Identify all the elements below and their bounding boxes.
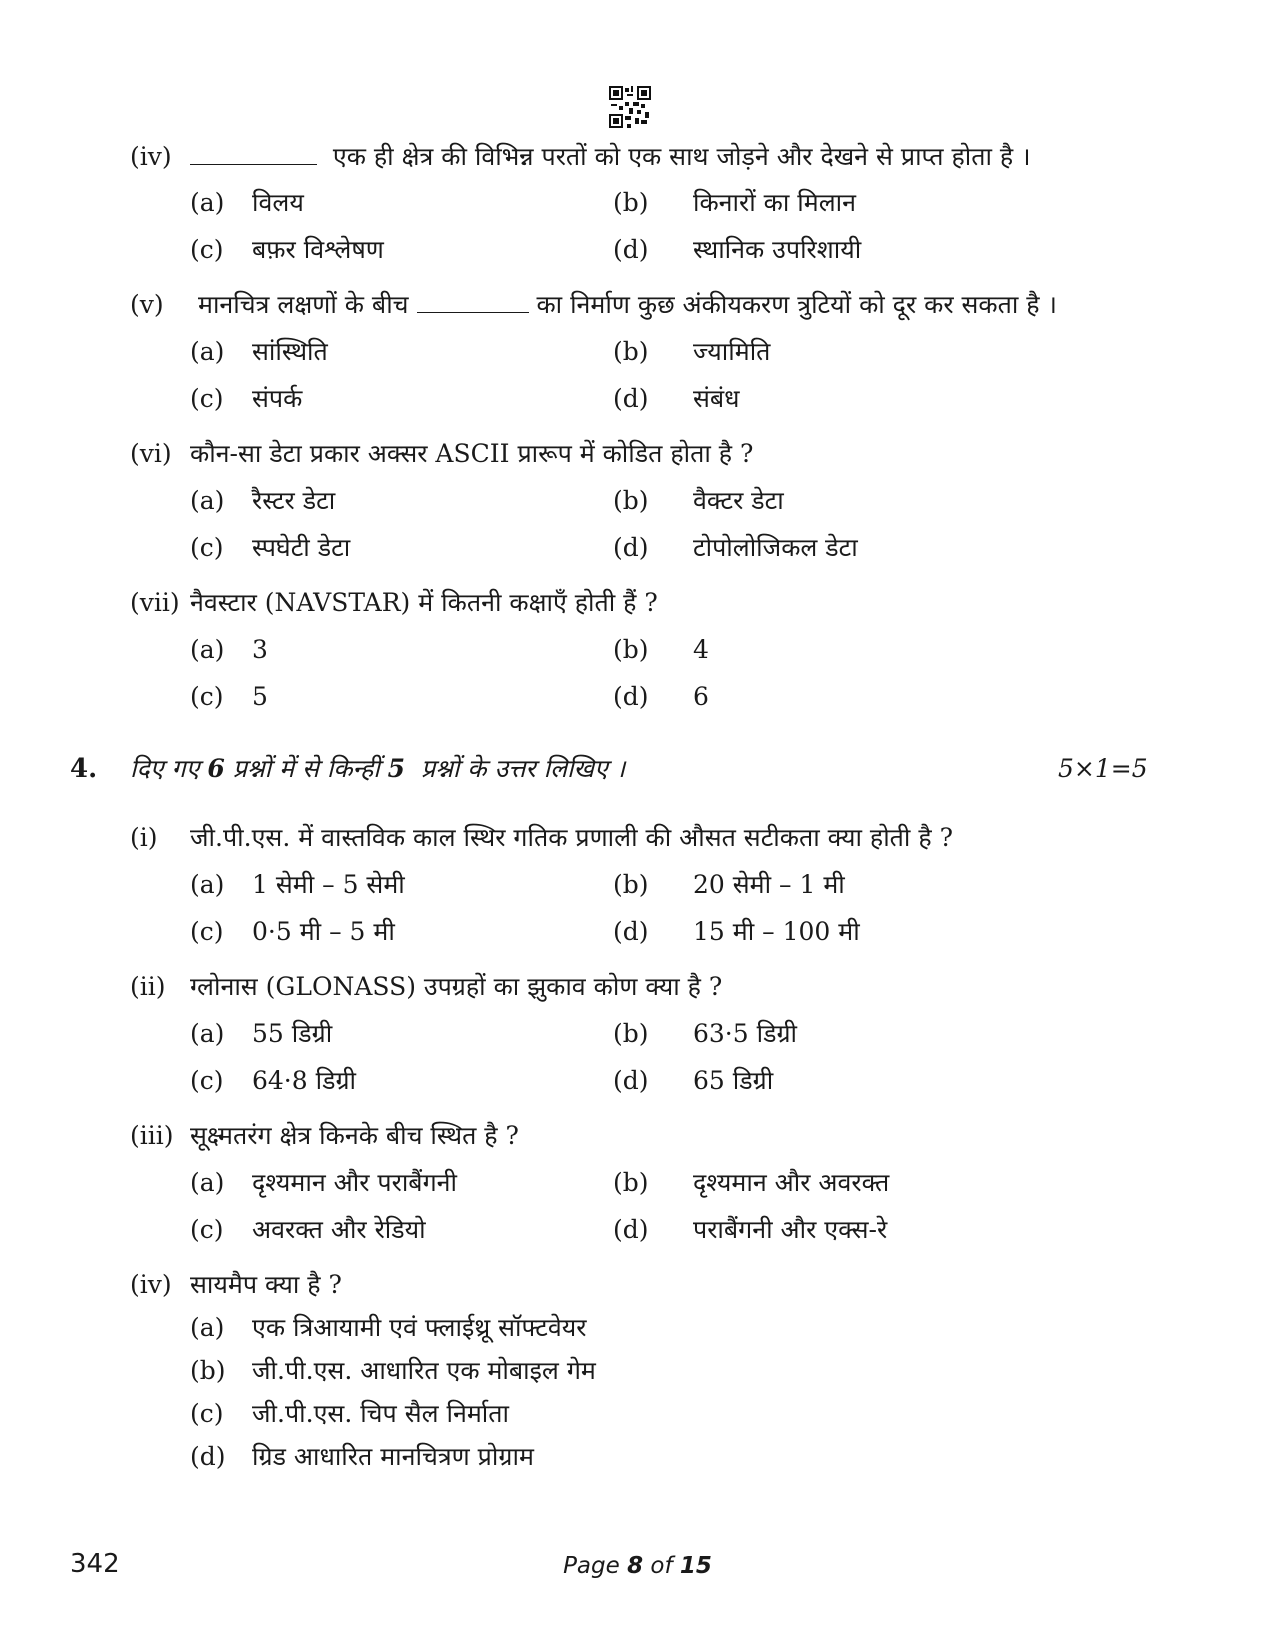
- option-text: 64·8 डिग्री: [252, 1066, 357, 1095]
- option-label: (b): [613, 635, 649, 664]
- option-label: (b): [613, 337, 649, 366]
- option-text: संबंध: [693, 384, 740, 413]
- option-text: 3: [252, 635, 268, 664]
- page-indicator: Page 8 of 15: [563, 1553, 712, 1579]
- option-label: (b): [613, 188, 649, 217]
- option-label: (a): [190, 1313, 225, 1342]
- option-text: ग्रिड आधारित मानचित्रण प्रोग्राम: [252, 1442, 534, 1471]
- section-marks: 5×1=5: [1058, 754, 1148, 783]
- option-label: (b): [190, 1356, 226, 1385]
- option-text: 20 सेमी – 1 मी: [693, 870, 845, 899]
- question-number: (vii): [130, 588, 180, 617]
- option-label: (a): [190, 486, 225, 515]
- option-text: 1 सेमी – 5 सेमी: [252, 870, 405, 899]
- option-text: 63·5 डिग्री: [693, 1019, 798, 1048]
- paper-code: 342: [70, 1549, 120, 1579]
- option-label: (c): [190, 384, 224, 413]
- option-label: (d): [190, 1442, 226, 1471]
- option-text: वैक्टर डेटा: [693, 486, 784, 515]
- option-label: (a): [190, 1168, 225, 1197]
- option-label: (a): [190, 188, 225, 217]
- option-text: संपर्क: [252, 384, 303, 413]
- question-text: नैवस्टार (NAVSTAR) में कितनी कक्षाएँ होती हैं ?: [190, 588, 658, 617]
- option-text: 6: [693, 682, 709, 711]
- option-text: 0·5 मी – 5 मी: [252, 917, 395, 946]
- option-label: (c): [190, 533, 224, 562]
- section-number: 4.: [70, 754, 98, 784]
- option-label: (b): [613, 1019, 649, 1048]
- section-instruction: दिए गए 6 प्रश्नों में से किन्हीं 5 प्रश्नों के उत्तर लिखिए ।: [130, 754, 626, 783]
- question-number: (ii): [130, 972, 166, 1001]
- option-label: (d): [613, 1215, 649, 1244]
- option-text: अवरक्त और रेडियो: [252, 1215, 426, 1244]
- option-label: (d): [613, 384, 649, 413]
- question-number: (vi): [130, 439, 172, 468]
- option-text: 55 डिग्री: [252, 1019, 333, 1048]
- question-number: (iii): [130, 1121, 174, 1150]
- option-text: सांस्थिति: [252, 337, 328, 366]
- option-label: (c): [190, 235, 224, 264]
- option-label: (a): [190, 635, 225, 664]
- question-number: (iv): [130, 142, 172, 171]
- option-text: जी.पी.एस. चिप सैल निर्माता: [252, 1399, 510, 1428]
- question-text: एक ही क्षेत्र की विभिन्न परतों को एक साथ जोड़ने और देखने से प्राप्त होता है ।: [190, 141, 1031, 173]
- option-text: 65 डिग्री: [693, 1066, 774, 1095]
- option-text: एक त्रिआयामी एवं फ्लाईथ्रू सॉफ्टवेयर: [252, 1313, 587, 1342]
- option-label: (c): [190, 1215, 224, 1244]
- option-label: (b): [613, 870, 649, 899]
- option-text: टोपोलोजिकल डेटा: [693, 533, 858, 562]
- question-text: ग्लोनास (GLONASS) उपग्रहों का झुकाव कोण क्या है ?: [190, 972, 723, 1001]
- option-text: दृश्यमान और अवरक्त: [693, 1168, 890, 1197]
- answer-blank: [417, 290, 529, 313]
- option-label: (a): [190, 1019, 225, 1048]
- option-text: 4: [693, 635, 709, 664]
- option-text: विलय: [252, 188, 304, 217]
- option-label: (b): [613, 1168, 649, 1197]
- option-text: स्थानिक उपरिशायी: [693, 235, 862, 264]
- option-label: (d): [613, 235, 649, 264]
- option-label: (d): [613, 1066, 649, 1095]
- option-label: (b): [613, 486, 649, 515]
- option-text: किनारों का मिलान: [693, 188, 857, 217]
- option-text: स्पघेटी डेटा: [252, 533, 351, 562]
- option-label: (c): [190, 682, 224, 711]
- option-text: जी.पी.एस. आधारित एक मोबाइल गेम: [252, 1356, 596, 1385]
- option-text: ज्यामिति: [693, 337, 771, 366]
- option-label: (c): [190, 917, 224, 946]
- question-text: सायमैप क्या है ?: [190, 1270, 342, 1299]
- option-text: पराबैंगनी और एक्स-रे: [693, 1215, 888, 1244]
- option-text: दृश्यमान और पराबैंगनी: [252, 1168, 457, 1197]
- question-text: मानचित्र लक्षणों के बीच का निर्माण कुछ अंकीयकरण त्रुटियों को दूर कर सकता है ।: [198, 290, 1057, 319]
- option-label: (c): [190, 1066, 224, 1095]
- question-number: (v): [130, 290, 164, 319]
- option-text: रैस्टर डेटा: [252, 486, 336, 515]
- option-label: (a): [190, 870, 225, 899]
- question-text: जी.पी.एस. में वास्तविक काल स्थिर गतिक प्रणाली की औसत सटीकता क्या होती है ?: [190, 823, 953, 852]
- option-text: 15 मी – 100 मी: [693, 917, 860, 946]
- qr-code-icon: [609, 86, 651, 128]
- option-label: (d): [613, 533, 649, 562]
- option-text: 5: [252, 682, 268, 711]
- option-label: (d): [613, 917, 649, 946]
- question-text: कौन-सा डेटा प्रकार अक्सर ASCII प्रारूप में कोडित होता है ?: [190, 439, 754, 468]
- option-label: (a): [190, 337, 225, 366]
- option-text: बफ़र विश्लेषण: [252, 235, 384, 264]
- question-number: (i): [130, 823, 158, 852]
- question-number: (iv): [130, 1270, 172, 1299]
- option-label: (c): [190, 1399, 224, 1428]
- option-label: (d): [613, 682, 649, 711]
- question-text: सूक्ष्मतरंग क्षेत्र किनके बीच स्थित है ?: [190, 1121, 519, 1150]
- answer-blank: [190, 142, 317, 165]
